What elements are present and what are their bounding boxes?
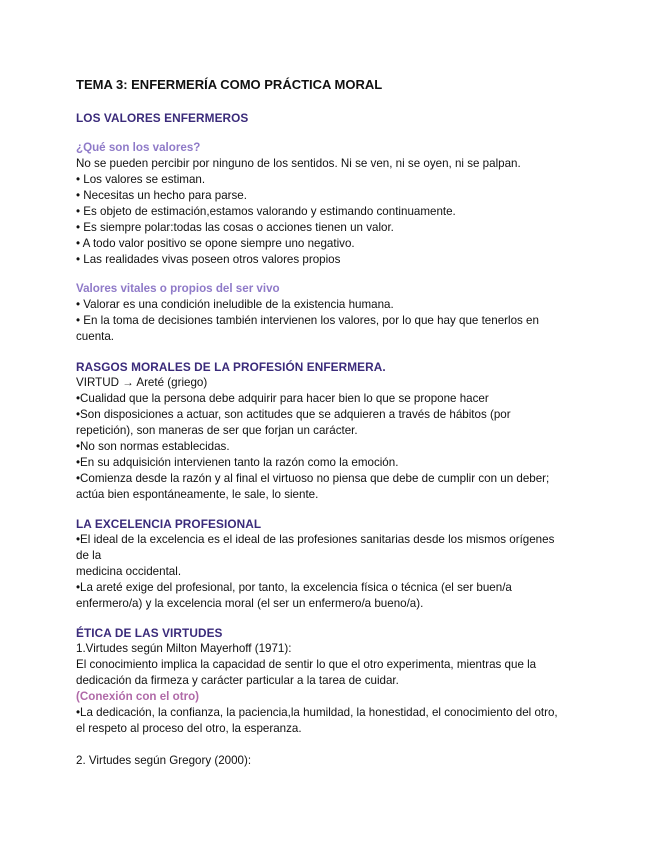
text-line: el respeto al proceso del otro, la esperanza. (76, 722, 302, 735)
text-line: enfermero/a) y la excelencia moral (el ser un enfermero/a bueno/a). (76, 597, 424, 610)
bullet-item: •No son normas establecidas. (76, 440, 230, 453)
bullet-item: • Es objeto de estimación,estamos valorando y estimando continuamente. (76, 205, 456, 218)
bullet-item: • Las realidades vivas poseen otros valores propios (76, 253, 341, 266)
bullet-item: •La dedicación, la confianza, la paciencia,la humildad, la honestidad, el conocimiento del otro, (76, 706, 558, 719)
bullet-item: •La areté exige del profesional, por tanto, la excelencia física o técnica (el ser buen/a (76, 581, 512, 594)
bullet-item: •El ideal de la excelencia es el ideal de las profesiones sanitarias desde los mismos orígenes (76, 533, 555, 546)
bullet-item: •En su adquisición intervienen tanto la razón como la emoción. (76, 456, 399, 469)
text-line: 2. Virtudes según Gregory (2000): (76, 754, 252, 767)
document-title: TEMA 3: ENFERMERÍA COMO PRÁCTICA MORAL (76, 77, 383, 92)
bullet-item: • A todo valor positivo se opone siempre uno negativo. (76, 237, 355, 250)
bullet-item: • En la toma de decisiones también intervienen los valores, por lo que hay que tenerlos en (76, 314, 539, 327)
text-line: de la (76, 549, 102, 562)
bullet-item: •Son disposiciones a actuar, son actitudes que se adquieren a través de hábitos (por (76, 408, 511, 421)
text-line: El conocimiento implica la capacidad de sentir lo que el otro experimenta, mientras que la (76, 658, 537, 671)
section-heading-excelencia: LA EXCELENCIA PROFESIONAL (76, 517, 262, 531)
subheading-que-son: ¿Qué son los valores? (76, 141, 201, 154)
text-line: cuenta. (76, 330, 115, 343)
section-heading-rasgos: RASGOS MORALES DE LA PROFESIÓN ENFERMERA. (76, 360, 386, 374)
text-line: VIRTUD → Areté (griego) (76, 376, 208, 389)
text-line: 1.Virtudes según Milton Mayerhoff (1971): (76, 642, 292, 655)
bullet-item: • Los valores se estiman. (76, 173, 206, 186)
bullet-item: • Valorar es una condición ineludible de la existencia humana. (76, 298, 394, 311)
text-line: medicina occidental. (76, 565, 182, 578)
bullet-item: •Cualidad que la persona debe adquirir para hacer bien lo que se propone hacer (76, 392, 489, 405)
section-heading-valores: LOS VALORES ENFERMEROS (76, 111, 249, 125)
subheading-conexion: (Conexión con el otro) (76, 690, 200, 703)
text-line: actúa bien espontáneamente, le sale, lo siente. (76, 488, 319, 501)
text-line: repetición), son maneras de ser que forjan un carácter. (76, 424, 358, 437)
bullet-item: • Es siempre polar:todas las cosas o acciones tienen un valor. (76, 221, 394, 234)
subheading-valores-vitales: Valores vitales o propios del ser vivo (76, 282, 280, 295)
bullet-item: • Necesitas un hecho para parse. (76, 189, 247, 202)
paragraph-intro: No se pueden percibir por ninguno de los sentidos. Ni se ven, ni se oyen, ni se palpan. (76, 157, 521, 170)
section-heading-etica: ÉTICA DE LAS VIRTUDES (76, 626, 223, 640)
bullet-item: •Comienza desde la razón y al final el virtuoso no piensa que debe de cumplir con un deber; (76, 472, 550, 485)
text-line: dedicación da firmeza y carácter particular a la tarea de cuidar. (76, 674, 399, 687)
